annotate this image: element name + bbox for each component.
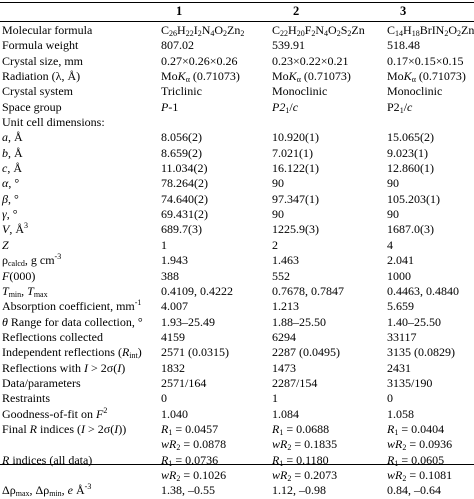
table-row: [0, 176, 474, 191]
row-label: Formula weight: [2, 38, 79, 53]
value-compound-2: 552: [272, 268, 290, 283]
value-compound-1: 807.02: [161, 38, 194, 53]
value-compound-2: 2: [272, 237, 278, 252]
header-rule: [0, 21, 474, 22]
value-compound-1: 1.93–25.49: [161, 314, 215, 329]
value-compound-2: $R_1 = 0.0688$: [272, 421, 330, 437]
value-compound-3: 0.84, –0.64: [387, 483, 441, 498]
row-label: a, Å: [2, 130, 23, 145]
value-compound-1: Triclinic: [161, 84, 202, 99]
value-compound-1: $C_{26}H_{22}I_2N_4O_2Zn_2$: [161, 23, 245, 38]
row-label: Absorption coefficient, $mm^{-1}$: [2, 298, 142, 314]
value-compound-3: $R_1 = 0.0605$: [387, 452, 445, 468]
row-label: Radiation (λ, Å): [2, 69, 81, 84]
value-compound-2: 1.213: [272, 299, 299, 314]
value-compound-1: 0.4109, 0.4222: [161, 283, 233, 298]
value-compound-3: 2431: [387, 360, 411, 375]
value-compound-2: 1.084: [272, 406, 299, 421]
table-row: [0, 54, 474, 69]
value-compound-3: 3135/190: [387, 375, 433, 390]
value-compound-1: 69.431(2): [161, 207, 208, 222]
table-row: [0, 361, 474, 376]
row-label: b, Å: [2, 145, 23, 160]
value-compound-3: $wR_2 = 0.0936$: [387, 437, 453, 453]
table-row: [0, 192, 474, 207]
table-row: [0, 483, 474, 498]
value-compound-3: 0.17×0.15×0.15: [387, 53, 464, 68]
value-compound-2: 97.347(1): [272, 191, 319, 206]
table-row: [0, 100, 474, 115]
row-label: Independent reflections $(R_{int})$: [2, 345, 142, 361]
value-compound-1: MoK$_\alpha$ (0.71073): [161, 69, 240, 85]
value-compound-1: 0: [161, 391, 167, 406]
value-compound-1: 2571/164: [161, 375, 207, 390]
value-compound-2: $P2_1/c$: [272, 99, 299, 115]
value-compound-3: $C_{14}H_{18}BrIN_2O_2Zn$: [387, 23, 474, 38]
value-compound-2: 1473: [272, 360, 296, 375]
table-row: [0, 437, 474, 452]
table-row: [0, 253, 474, 268]
value-compound-2: 1.463: [272, 253, 299, 268]
row-label: Final R indices (I > 2σ(I)): [2, 421, 127, 436]
row-label: Data/parameters: [2, 375, 81, 390]
table-row: [0, 23, 474, 38]
value-compound-2: 0.7678, 0.7847: [272, 283, 344, 298]
column-header-3: 3: [400, 4, 407, 18]
table-row: [0, 315, 474, 330]
value-compound-2: 2287/154: [272, 375, 318, 390]
value-compound-2: $wR_2 = 0.2073$: [272, 467, 338, 483]
value-compound-3: 3135 (0.0829): [387, 345, 455, 360]
table-row: [0, 130, 474, 145]
value-compound-3: $wR_2 = 0.1081$: [387, 467, 453, 483]
value-compound-2: 7.021(1): [272, 145, 313, 160]
value-compound-2: MoK$_\alpha$ (0.71073): [272, 69, 351, 85]
table-row: [0, 207, 474, 222]
value-compound-2: 1.88–25.50: [272, 314, 326, 329]
value-compound-1: 388: [161, 268, 179, 283]
value-compound-1: 689.7(3): [161, 222, 202, 237]
value-compound-3: $R_1 = 0.0404$: [387, 421, 445, 437]
row-label: α, °: [2, 176, 20, 191]
table-row: [0, 453, 474, 468]
value-compound-3: 4: [387, 237, 393, 252]
value-compound-1: 1.38, –0.55: [161, 483, 215, 498]
value-compound-2: 539.91: [272, 38, 305, 53]
value-compound-1: 1832: [161, 360, 185, 375]
table-row: [0, 238, 474, 253]
value-compound-1: 4159: [161, 329, 185, 344]
row-label: Unit cell dimensions:: [2, 115, 105, 130]
table-row: [0, 161, 474, 176]
row-label: c, Å: [2, 161, 22, 176]
value-compound-3: $P2_1/c$: [387, 99, 413, 115]
row-label: θ Range for data collection, °: [2, 314, 143, 329]
row-label: γ, °: [2, 207, 18, 222]
value-compound-3: 105.203(1): [387, 191, 440, 206]
value-compound-3: 1.40–25.50: [387, 314, 441, 329]
row-label: Crystal system: [2, 84, 73, 99]
value-compound-2: 90: [272, 207, 284, 222]
value-compound-3: 0: [387, 391, 393, 406]
value-compound-2: 2287 (0.0495): [272, 345, 340, 360]
value-compound-1: $R_1 = 0.0736$: [161, 452, 219, 468]
value-compound-1: $wR_2 = 0.1026$: [161, 467, 227, 483]
row-label: Restraints: [2, 391, 50, 406]
table-row: [0, 468, 474, 483]
value-compound-3: MoK$_\alpha$ (0.71073): [387, 69, 466, 85]
value-compound-1: 1: [161, 237, 167, 252]
row-label: $T_{min}$, $T_{max}$: [2, 283, 48, 299]
value-compound-2: $R_1 = 0.1180$: [272, 452, 329, 468]
row-label: Crystal size, mm: [2, 53, 83, 68]
value-compound-1: $R_1 = 0.0457$: [161, 421, 219, 437]
value-compound-2: 1: [272, 391, 278, 406]
value-compound-1: 1.943: [161, 253, 188, 268]
value-compound-1: 74.640(2): [161, 191, 208, 206]
bottom-rule: [0, 464, 474, 465]
value-compound-3: 1000: [387, 268, 411, 283]
value-compound-3: 90: [387, 176, 399, 191]
row-label: Molecular formula: [2, 23, 93, 37]
value-compound-2: 16.122(1): [272, 161, 319, 176]
row-label: Space group: [2, 99, 62, 114]
row-label: β, °: [2, 191, 19, 206]
table-row: [0, 376, 474, 391]
table-row: [0, 391, 474, 406]
value-compound-3: 33117: [387, 329, 417, 344]
row-label: F(000): [2, 268, 36, 283]
table-row: [0, 407, 474, 422]
row-label: $\Delta\rho_{max}$, $\Delta\rho_{min}$, e $Å^{-3}$: [2, 482, 92, 499]
value-compound-2: 10.920(1): [272, 130, 319, 145]
value-compound-1: 2571 (0.0315): [161, 345, 229, 360]
value-compound-3: Monoclinic: [387, 84, 443, 99]
value-compound-3: 12.860(1): [387, 161, 434, 176]
value-compound-1: 1.040: [161, 406, 188, 421]
value-compound-2: $C_{22}H_{20}F_2N_4O_2S_2Zn$: [272, 23, 365, 38]
value-compound-3: 1.058: [387, 406, 414, 421]
value-compound-2: 6294: [272, 329, 296, 344]
value-compound-3: 90: [387, 207, 399, 222]
value-compound-1: 11.034(2): [161, 161, 208, 176]
value-compound-3: 0.4463, 0.4840: [387, 283, 459, 298]
value-compound-3: 2.041: [387, 253, 414, 268]
table-row: [0, 284, 474, 299]
column-header-1: 1: [176, 4, 183, 18]
value-compound-1: 8.056(2): [161, 130, 202, 145]
table-row: [0, 115, 474, 130]
value-compound-2: 1225.9(3): [272, 222, 319, 237]
table-row: [0, 345, 474, 360]
value-compound-3: 5.659: [387, 299, 414, 314]
table-row: [0, 299, 474, 314]
value-compound-3: 15.065(2): [387, 130, 434, 145]
row-label: $\rho_{calcd}$, g $cm^{-3}$: [2, 252, 62, 269]
table-row: [0, 330, 474, 345]
value-compound-3: 518.48: [387, 38, 420, 53]
value-compound-1: $wR_2 = 0.0878$: [161, 437, 227, 453]
row-label: V, $Å^3$: [2, 221, 29, 237]
table-row: [0, 269, 474, 284]
row-label: R indices (all data): [2, 452, 93, 467]
table-row: [0, 422, 474, 437]
column-header-2: 2: [293, 4, 300, 18]
value-compound-1: P-1: [161, 99, 179, 114]
table-body: [0, 23, 474, 499]
value-compound-1: 0.27×0.26×0.26: [161, 53, 238, 68]
value-compound-2: 1.12, –0.98: [272, 483, 326, 498]
value-compound-2: Monoclinic: [272, 84, 328, 99]
row-label: Goodness-of-fit on $F^2$: [2, 405, 108, 421]
table-row: [0, 38, 474, 53]
value-compound-2: 90: [272, 176, 284, 191]
table-row: [0, 222, 474, 237]
value-compound-1: 8.659(2): [161, 145, 202, 160]
value-compound-2: 0.23×0.22×0.21: [272, 53, 349, 68]
value-compound-3: 1687.0(3): [387, 222, 434, 237]
row-label: Reflections with I > 2σ(I): [2, 360, 126, 375]
row-label: Reflections collected: [2, 329, 103, 344]
value-compound-3: 9.023(1): [387, 145, 428, 160]
table-row: [0, 146, 474, 161]
table-row: [0, 84, 474, 99]
value-compound-1: 4.007: [161, 299, 188, 314]
value-compound-1: 78.264(2): [161, 176, 208, 191]
row-label: Z: [2, 237, 9, 252]
table-row: [0, 69, 474, 84]
value-compound-2: $wR_2 = 0.1835$: [272, 437, 338, 453]
